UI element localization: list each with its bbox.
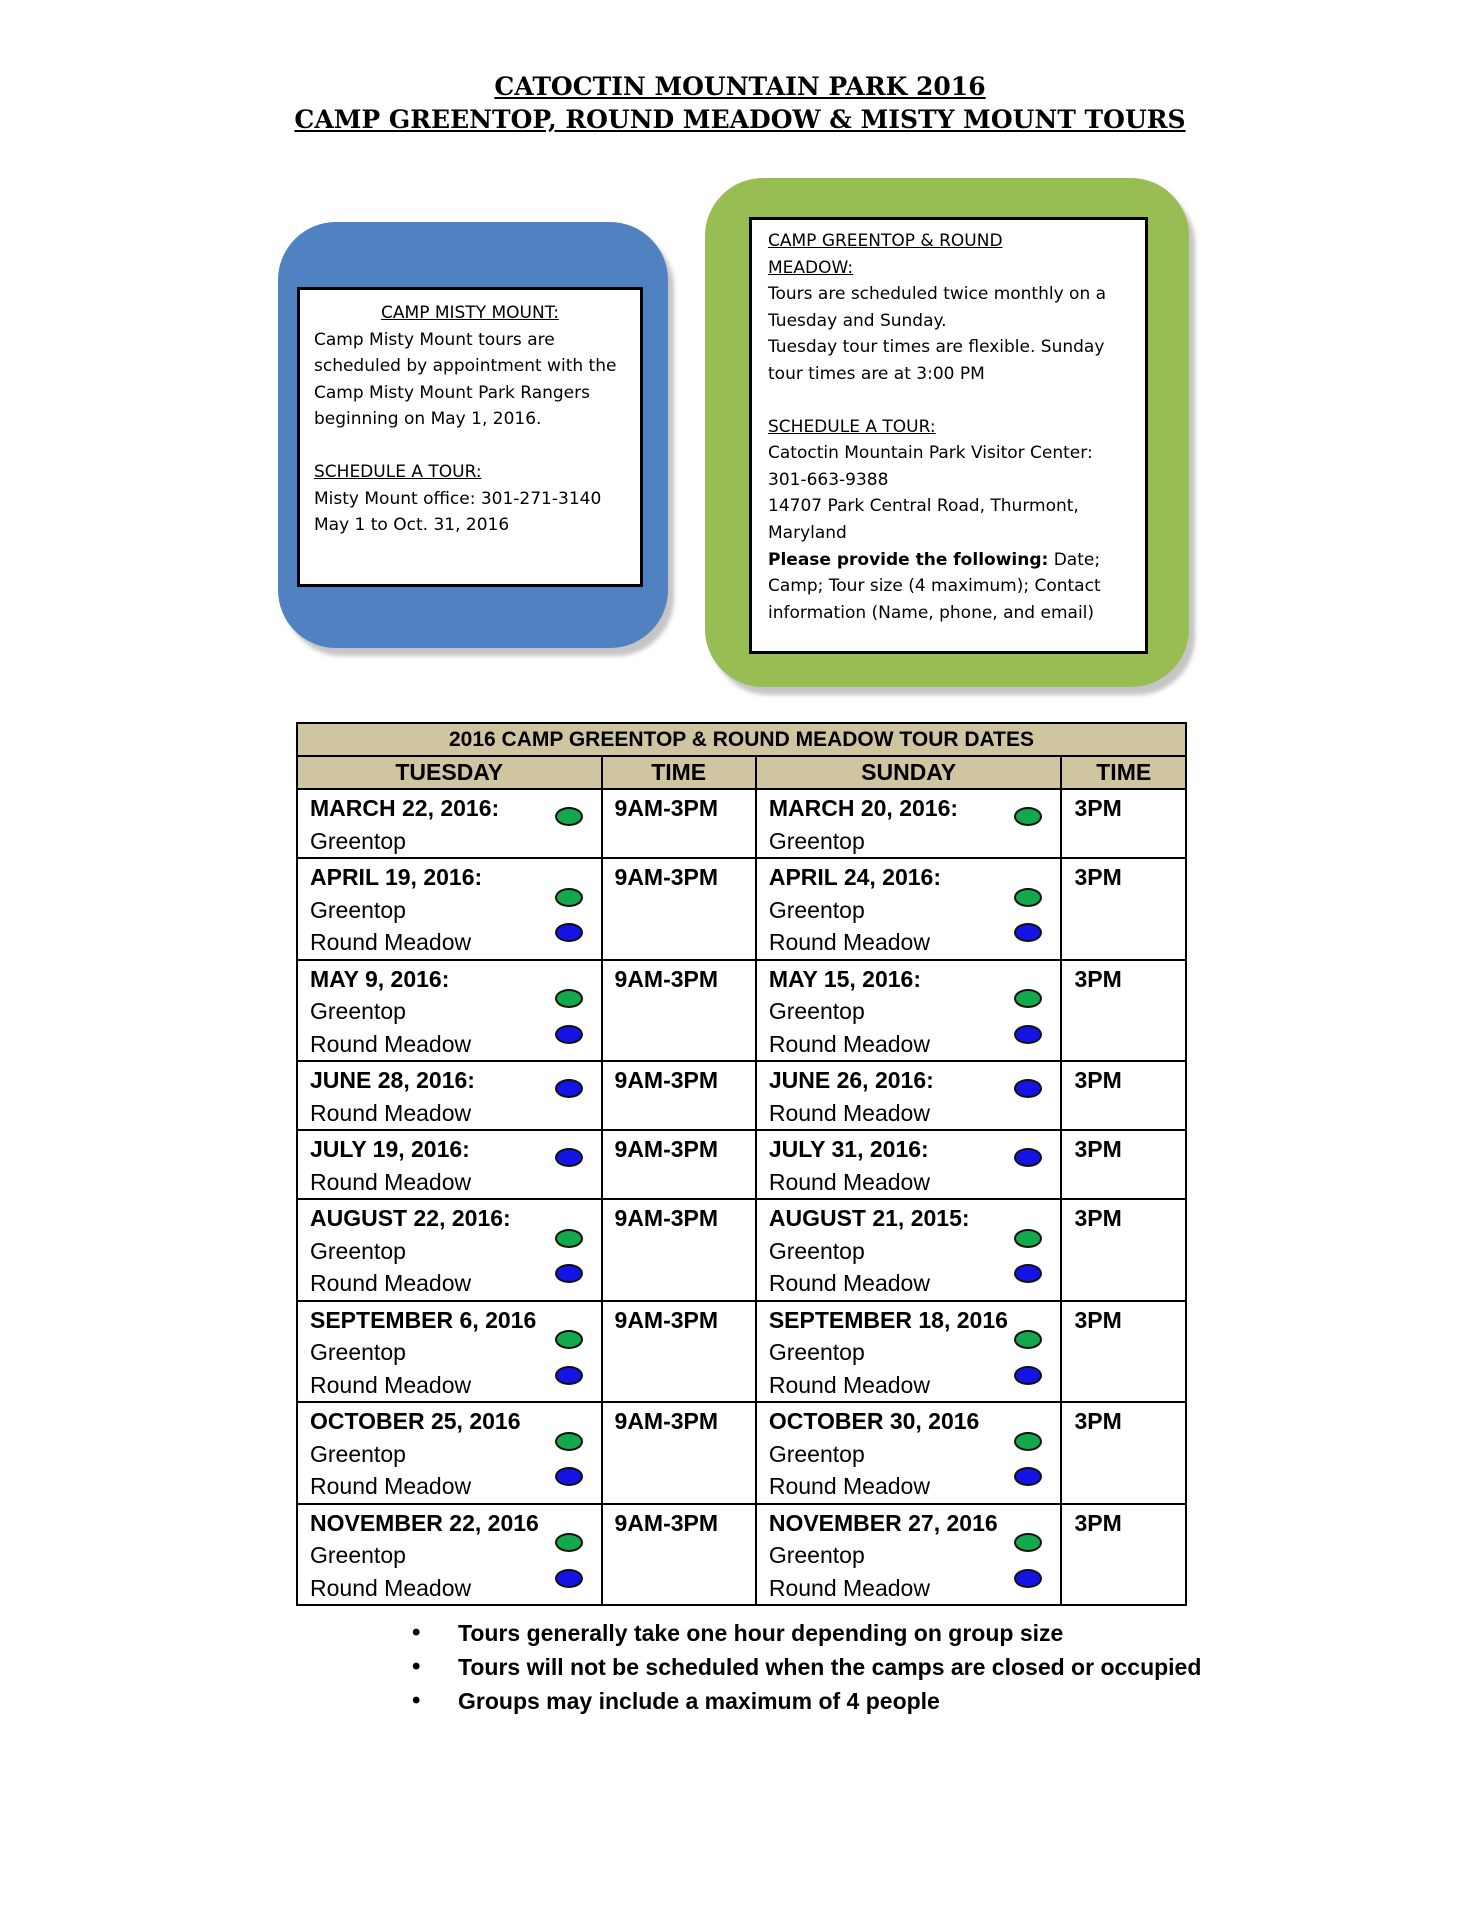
camp-line (310, 1267, 589, 1300)
time-cell: 3PM (1061, 1061, 1186, 1130)
tue-date: AUGUST 22, 2016: (310, 1205, 511, 1231)
tue-date: MARCH 22, 2016: (310, 795, 500, 821)
camp-line (769, 1572, 1049, 1605)
camp-name: Round Meadow (768, 1168, 930, 1195)
blue-oval-icon (1014, 1569, 1042, 1588)
blue-oval-icon (555, 1569, 583, 1588)
tue-cell (297, 1301, 602, 1403)
sun-date: SEPTEMBER 18, 2016 (768, 1306, 1008, 1333)
camp-name: Greentop (768, 896, 865, 923)
tue-cell (297, 960, 602, 1062)
time-cell: 9AM-3PM (602, 1061, 756, 1130)
blue-oval-icon (1014, 923, 1042, 942)
time-cell: 9AM-3PM (602, 1199, 756, 1301)
tue-cell (297, 1504, 602, 1606)
misty-schedule-heading: SCHEDULE A TOUR: (314, 461, 482, 482)
table-row (297, 858, 1186, 960)
sun-cell (756, 960, 1062, 1062)
green-oval-icon (555, 1533, 583, 1552)
tue-cell (297, 1402, 602, 1504)
blue-oval-icon (555, 1148, 583, 1167)
camp-name: Greentop (768, 1542, 865, 1568)
camp-line (310, 1438, 589, 1471)
green-oval-icon (1014, 989, 1042, 1008)
time-cell: 3PM (1061, 858, 1186, 960)
camp-name: Greentop (768, 1237, 865, 1264)
provide-info (768, 547, 1129, 627)
camp-line (769, 1470, 1049, 1503)
time-cell: 3PM (1061, 1301, 1186, 1403)
blue-oval-icon (1014, 1467, 1042, 1486)
green-oval-icon (555, 807, 583, 826)
camp-line (310, 995, 589, 1028)
green-oval-icon (1014, 1533, 1042, 1552)
green-oval-icon (555, 1330, 583, 1349)
sun-date: OCTOBER 30, 2016 (768, 1408, 980, 1434)
green-oval-icon (1014, 1432, 1042, 1451)
camp-name: Round Meadow (310, 1574, 472, 1601)
sun-cell (756, 858, 1062, 960)
camp-name: Greentop (310, 827, 406, 854)
camp-line (310, 1166, 589, 1199)
note-item: • Tours will not be scheduled when the camps are closed or occupied (410, 1650, 1201, 1684)
blue-oval-icon (1014, 1366, 1042, 1385)
camp-line (769, 995, 1049, 1028)
sun-date: MARCH 20, 2016: (768, 795, 959, 821)
blue-oval-icon (1014, 1264, 1042, 1283)
time-cell: 9AM-3PM (602, 858, 756, 960)
camp-line (769, 1336, 1049, 1369)
tue-cell (297, 789, 602, 858)
blue-oval-icon (555, 1467, 583, 1486)
blue-oval-icon (555, 923, 583, 942)
camp-name: Round Meadow (768, 1574, 930, 1601)
camp-name: Round Meadow (768, 1030, 930, 1057)
note-item: • Tours generally take one hour depending on group size (410, 1616, 1201, 1650)
sun-date: MAY 15, 2016: (768, 965, 922, 992)
time-cell: 3PM (1061, 960, 1186, 1062)
camp-name: Round Meadow (768, 1270, 930, 1296)
time-cell: 9AM-3PM (602, 960, 756, 1062)
time-cell: 9AM-3PM (602, 1402, 756, 1504)
tue-date: MAY 9, 2016: (310, 965, 450, 992)
sun-cell (756, 1199, 1062, 1301)
table-row (297, 1061, 1186, 1130)
sun-cell (756, 1504, 1062, 1606)
tue-cell (297, 1130, 602, 1199)
camp-name: Greentop (310, 1237, 406, 1264)
camp-name: Greentop (310, 1440, 406, 1467)
camp-line (310, 825, 589, 858)
sun-cell (756, 1061, 1062, 1130)
sun-cell (756, 1130, 1062, 1199)
column-header-sunday: SUNDAY (756, 756, 1062, 789)
time-cell: 9AM-3PM (602, 1130, 756, 1199)
blue-oval-icon (555, 1079, 583, 1098)
sun-date: AUGUST 21, 2015: (768, 1205, 970, 1231)
camp-line (310, 1470, 589, 1503)
table-row (297, 960, 1186, 1062)
tue-cell (297, 858, 602, 960)
camp-name: Greentop (310, 1542, 406, 1568)
provide-label: Please provide the following: (768, 549, 1049, 570)
camp-name: Round Meadow (310, 1168, 472, 1195)
greentop-schedule-heading: SCHEDULE A TOUR: (768, 416, 936, 437)
tour-dates-table (296, 722, 1187, 1606)
camp-name: Round Meadow (310, 1270, 472, 1296)
time-cell: 9AM-3PM (602, 1504, 756, 1606)
provide-details: Date; Camp; Tour size (4 maximum); Contact information (Name, phone, and email) (768, 549, 1101, 623)
misty-mount-heading: CAMP MISTY MOUNT: (381, 303, 559, 323)
camp-name: Round Meadow (768, 1371, 930, 1398)
column-header-sunday-time: TIME (1061, 756, 1186, 789)
tour-table-body (297, 789, 1186, 1605)
tue-date: OCTOBER 25, 2016 (310, 1408, 521, 1434)
camp-name: Greentop (310, 896, 406, 923)
tue-cell (297, 1061, 602, 1130)
blue-oval-icon (1014, 1025, 1042, 1044)
greentop-heading-line2: MEADOW: (768, 257, 854, 278)
blue-oval-icon (1014, 1148, 1042, 1167)
sun-date: APRIL 24, 2016: (768, 864, 942, 890)
camp-name: Greentop (310, 1339, 406, 1365)
green-oval-icon (1014, 1330, 1042, 1349)
camp-name: Round Meadow (310, 1371, 472, 1398)
tue-cell (297, 1199, 602, 1301)
note-item: • Groups may include a maximum of 4 people (410, 1684, 1201, 1718)
sun-cell (756, 1301, 1062, 1403)
notes-list (410, 1616, 1201, 1718)
camp-line (310, 1572, 589, 1605)
green-oval-icon (555, 1229, 583, 1248)
greentop-info-box (749, 217, 1148, 654)
camp-line (310, 1028, 589, 1061)
table-caption: 2016 CAMP GREENTOP & ROUND MEADOW TOUR DATES (297, 723, 1186, 756)
camp-name: Greentop (768, 827, 865, 854)
address-line1: 14707 Park Central Road, Thurmont, (768, 496, 1079, 517)
camp-line (769, 894, 1049, 927)
time-cell: 3PM (1061, 789, 1186, 858)
visitor-center-label: Catoctin Mountain Park Visitor Center: (768, 443, 1093, 464)
blue-oval-icon (555, 1025, 583, 1044)
tue-date: NOVEMBER 22, 2016 (310, 1509, 539, 1536)
sun-date: JUNE 26, 2016: (768, 1067, 934, 1093)
misty-mount-description: Camp Misty Mount tours are scheduled by appointment with the Camp Misty Mount Park Rangers beginning on May 1, 2016. (314, 329, 617, 430)
camp-name: Round Meadow (310, 1099, 472, 1126)
camp-line (769, 1097, 1049, 1130)
camp-line (769, 926, 1049, 959)
misty-office-phone: Misty Mount office: 301-271-3140 (314, 488, 602, 509)
tue-date: JULY 19, 2016: (310, 1136, 470, 1162)
camp-line (769, 1028, 1049, 1061)
camp-line (769, 1369, 1049, 1402)
camp-line (769, 1235, 1049, 1268)
sun-date: NOVEMBER 27, 2016 (768, 1509, 998, 1536)
green-oval-icon (1014, 888, 1042, 907)
camp-line (310, 1097, 589, 1130)
camp-line (310, 1235, 589, 1268)
table-row (297, 789, 1186, 858)
table-row (297, 1402, 1186, 1504)
sun-cell (756, 789, 1062, 858)
time-cell: 3PM (1061, 1402, 1186, 1504)
camp-name: Greentop (768, 998, 865, 1024)
address-line2: Maryland (768, 522, 847, 543)
green-oval-icon (1014, 807, 1042, 826)
blue-oval-icon (555, 1264, 583, 1283)
camp-name: Round Meadow (768, 1099, 930, 1126)
page-title: CATOCTIN MOUNTAIN PARK 2016 (494, 72, 986, 101)
column-header-tuesday-time: TIME (602, 756, 756, 789)
green-oval-icon (555, 888, 583, 907)
camp-line (769, 1539, 1049, 1572)
blue-oval-icon (555, 1366, 583, 1385)
camp-line (310, 1369, 589, 1402)
time-cell: 3PM (1061, 1199, 1186, 1301)
camp-line (310, 926, 589, 959)
camp-line (769, 1166, 1049, 1199)
camp-line (310, 1539, 589, 1572)
page-subtitle: CAMP GREENTOP, ROUND MEADOW & MISTY MOUNT TOURS (294, 105, 1186, 134)
camp-line (310, 1336, 589, 1369)
table-row (297, 1130, 1186, 1199)
camp-name: Round Meadow (310, 1030, 472, 1057)
green-oval-icon (1014, 1229, 1042, 1248)
camp-name: Round Meadow (310, 929, 472, 955)
sun-cell (756, 1402, 1062, 1504)
camp-name: Round Meadow (768, 929, 930, 955)
visitor-center-phone: 301-663-9388 (768, 469, 889, 490)
camp-line (310, 894, 589, 927)
misty-mount-info-box (297, 287, 643, 587)
tue-date: SEPTEMBER 6, 2016 (310, 1306, 537, 1333)
camp-line (769, 1267, 1049, 1300)
blue-oval-icon (1014, 1079, 1042, 1098)
time-cell: 3PM (1061, 1504, 1186, 1606)
column-header-tuesday: TUESDAY (297, 756, 602, 789)
misty-season: May 1 to Oct. 31, 2016 (314, 515, 510, 536)
camp-name: Greentop (768, 1440, 865, 1467)
camp-name: Greentop (310, 998, 406, 1024)
green-oval-icon (555, 989, 583, 1008)
greentop-heading-line1: CAMP GREENTOP & ROUND (768, 231, 1003, 251)
time-cell: 9AM-3PM (602, 789, 756, 858)
greentop-description-1: Tours are scheduled twice monthly on a Tuesday and Sunday. (768, 284, 1107, 331)
time-cell: 9AM-3PM (602, 1301, 756, 1403)
camp-name: Round Meadow (768, 1473, 930, 1499)
green-oval-icon (555, 1432, 583, 1451)
table-row (297, 1199, 1186, 1301)
camp-name: Round Meadow (310, 1473, 472, 1499)
sun-date: JULY 31, 2016: (768, 1136, 929, 1162)
time-cell: 3PM (1061, 1130, 1186, 1199)
greentop-description-2: Tuesday tour times are flexible. Sunday tour times are at 3:00 PM (768, 337, 1105, 384)
tue-date: JUNE 28, 2016: (310, 1067, 475, 1093)
camp-line (769, 1438, 1049, 1471)
camp-line (769, 825, 1049, 858)
table-row (297, 1504, 1186, 1606)
table-row (297, 1301, 1186, 1403)
tue-date: APRIL 19, 2016: (310, 864, 483, 890)
camp-name: Greentop (768, 1339, 865, 1365)
